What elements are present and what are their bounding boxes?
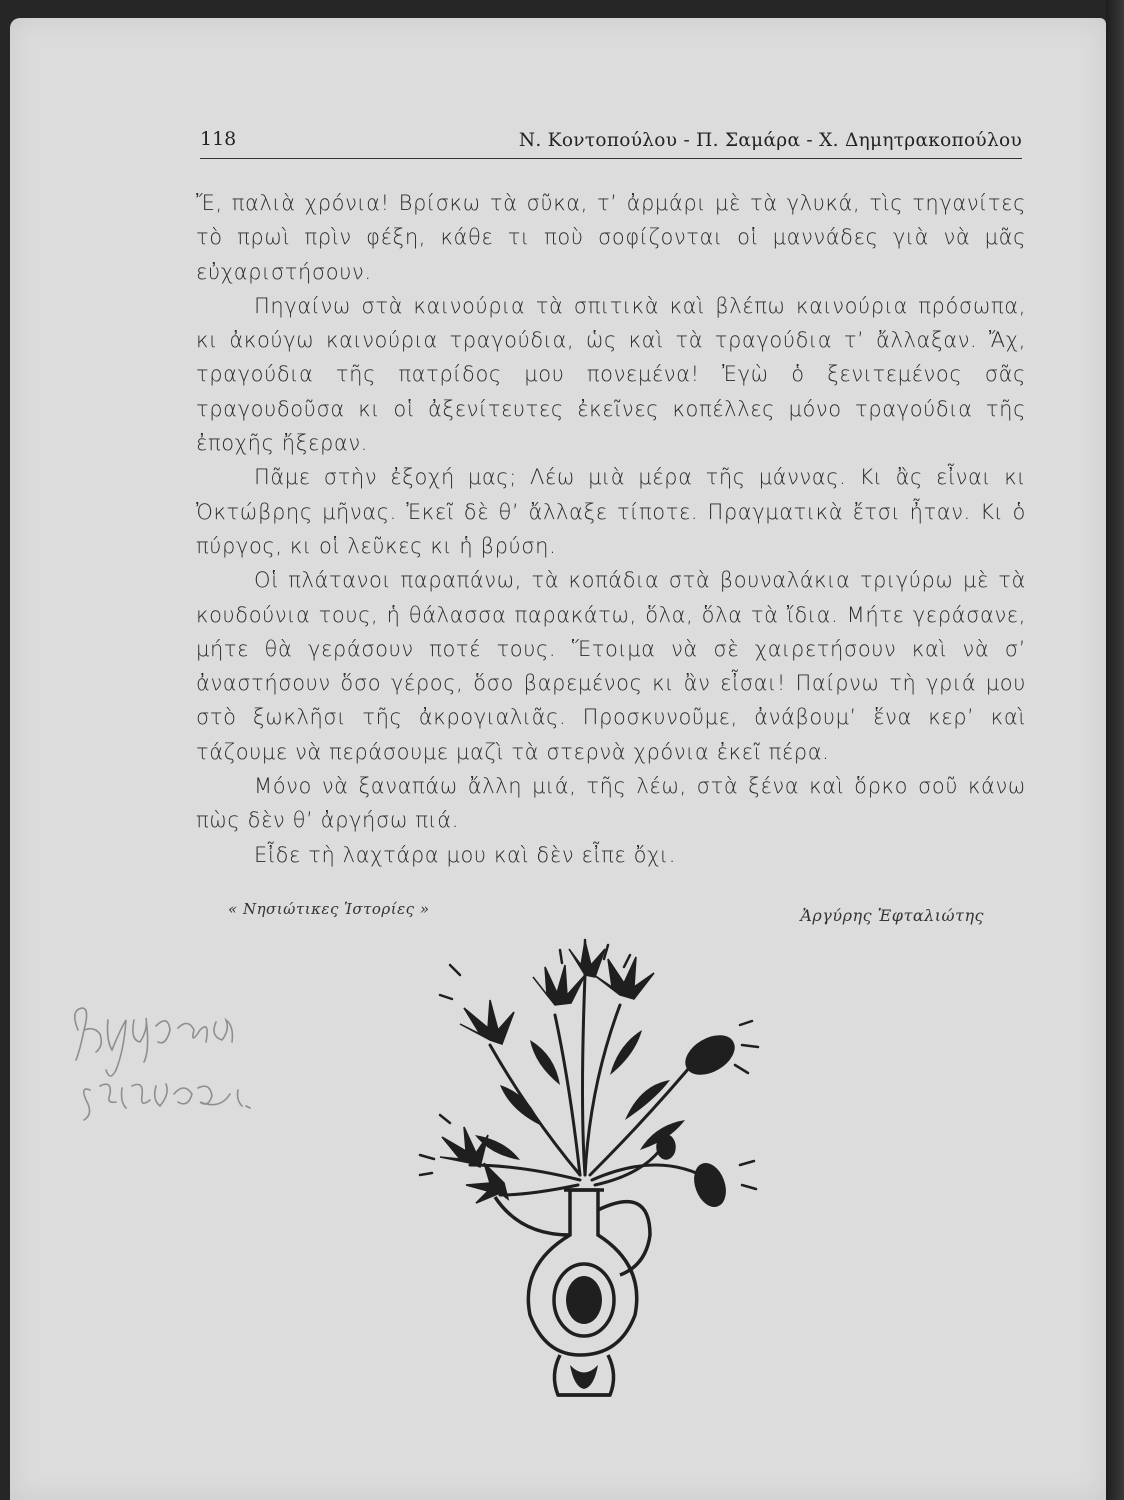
vase-illustration <box>380 935 800 1405</box>
paragraph: Εἶδε τὴ λαχτάρα μου καὶ δὲν εἶπε ὄχι. <box>254 842 677 867</box>
running-head: Ν. Κοντοπούλου - Π. Σαμάρα - Χ. Δημητρακοπούλου <box>518 130 1022 151</box>
paragraph: Πᾶμε στὴν ἐξοχή μας; Λέω μιὰ μέρα τῆς μάννας. Κι ἂς εἶναι κι Ὀκτώβρης μῆνας. Ἐκεῖ δὲ θ’ ἄλλαξε τίποτε. Πραγματικὰ ἔτσι ἦταν. Κι ὁ πύργος, κι οἱ λεῦκες κι ἡ βρύση. <box>196 465 1026 558</box>
paragraph: Ἔ, παλιὰ χρόνια! Βρίσκω τὰ σῦκα, τ’ ἀρμάρι μὲ τὰ γλυκά, τὶς τηγανίτες τὸ πρωὶ πρὶν φέξη, κάθε τι ποὺ σοφίζονται οἱ μαννάδες γιὰ νὰ μᾶς εὐχαριστήσουν. <box>196 191 1026 284</box>
source-citation: « Νησιώτικες Ἱστορίες » <box>228 900 430 918</box>
paragraph: Πηγαίνω στὰ καινούρια τὰ σπιτικὰ καὶ βλέπω καινούρια πρόσωπα, κι ἀκούγω καινούρια τραγούδια, ὡς καὶ τὰ τραγούδια τ’ ἄλλαξαν. Ἄχ, τραγούδια τῆς πατρίδος μου πονεμένα! Ἐγὼ ὁ ξενιτεμένος σᾶς τραγουδοῦσα κι οἱ ἀξενίτευτες ἐκεῖνες κοπέλλες μόνο τραγούδια τῆς ἐποχῆς ἤξεραν. <box>196 293 1026 456</box>
pencil-handwriting-icon <box>60 990 300 1140</box>
paragraph: Μόνο νὰ ξαναπάω ἄλλη μιά, τῆς λέω, στὰ ξένα καὶ ὅρκο σοῦ κάνω πὼς δὲν θ’ ἀργήσω πιά. <box>196 774 1026 833</box>
body-text <box>196 186 1026 872</box>
page-number: 118 <box>200 128 237 150</box>
author-name: Ἀργύρης Ἐφταλιώτης <box>800 906 984 925</box>
page-header <box>200 128 1022 159</box>
page-edge-shadow <box>1106 0 1124 1500</box>
paragraph: Οἱ πλάτανοι παραπάνω, τὰ κοπάδια στὰ βουναλάκια τριγύρω μὲ τὰ κουδούνια τους, ἡ θάλασσα παρακάτω, ὅλα, ὅλα τὰ ἴδια. Μήτε γεράσανε, μήτε θὰ γεράσουν ποτέ τους. Ἕτοιμα νὰ σὲ χαιρετήσουν καὶ νὰ σ’ ἀναστήσουν ὅσο γέρος, ὅσο βαρεμένος κι ἂν εἶσαι! Παίρνω τὴ γριά μου στὸ ξωκλῆσι τῆς ἀκρογιαλιᾶς. Προσκυνοῦμε, ἀνάβουμ’ ἕνα κερ’ καὶ τάζουμε νὰ περάσουμε μαζὶ τὰ στερνὰ χρόνια ἐκεῖ πέρα. <box>196 568 1026 764</box>
